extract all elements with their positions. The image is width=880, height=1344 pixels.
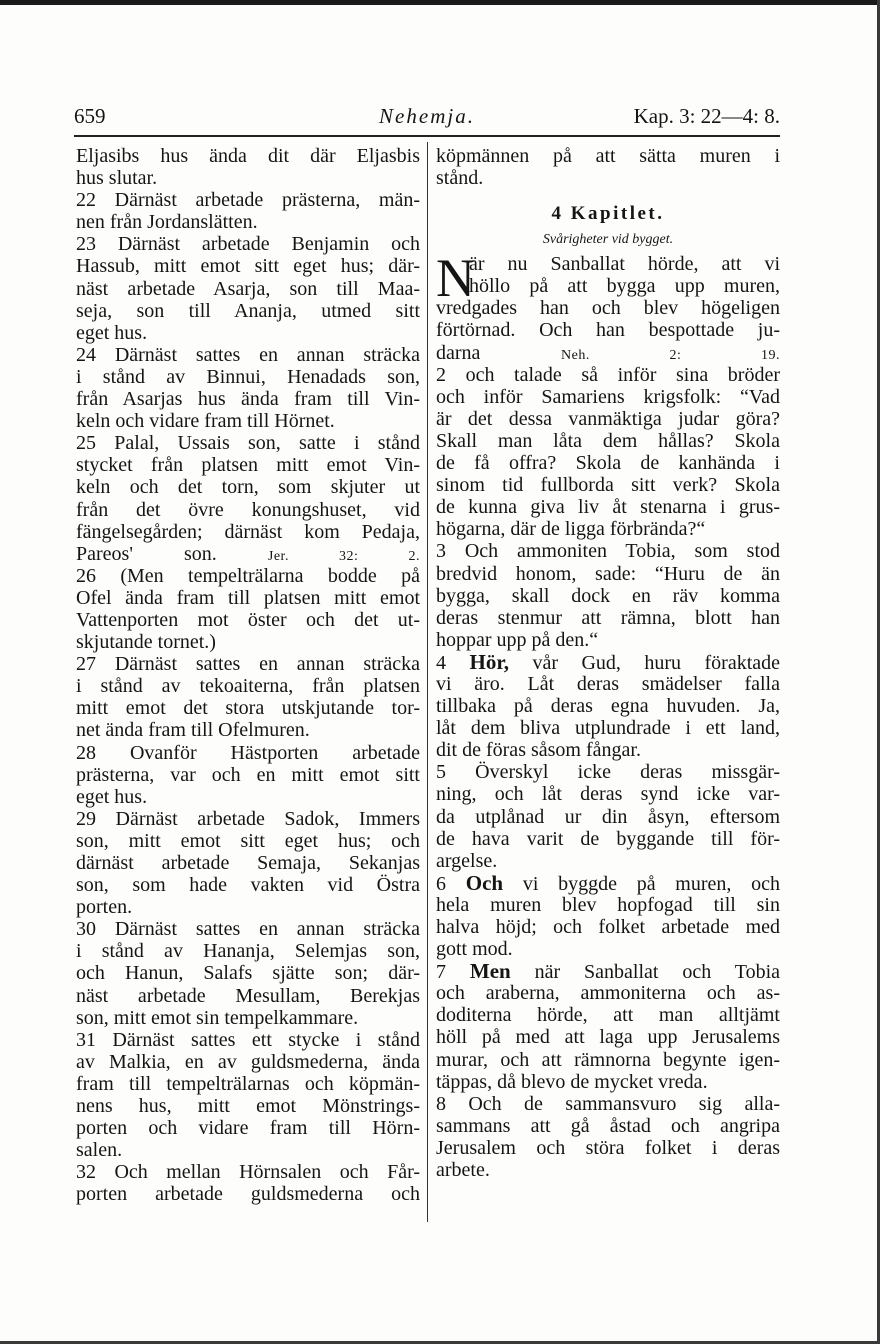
text-line: i stånd av Binnui, Henadads son, bbox=[76, 365, 420, 388]
text-line: Eljasibs hus ända dit där Eljasbis bbox=[76, 145, 420, 167]
verse-25: 25 Palal, Ussais son, satte i stånd bbox=[76, 432, 420, 455]
verse-3: 3 Och ammoniten Tobia, som stod bbox=[436, 540, 780, 563]
text-line: ning, och låt deras synd icke var- bbox=[436, 783, 780, 806]
text-line: Ofel ända fram till platsen mitt emot bbox=[76, 586, 420, 609]
text-line: Vattenporten mot öster och det ut- bbox=[76, 608, 420, 631]
text-line: deras stenmur att rämna, blott han bbox=[436, 606, 780, 629]
text-line: prästerna, var och en mitt emot sitt bbox=[76, 763, 420, 786]
verse-start-word: Men bbox=[469, 959, 511, 984]
verse-number: 7 bbox=[436, 961, 446, 984]
text-fragment: vår Gud, huru föraktade bbox=[532, 651, 781, 674]
book-title: Nehemja. bbox=[379, 104, 475, 128]
text-line: eget hus. bbox=[76, 321, 148, 344]
text-line: bygga, skall dock en räv komma bbox=[436, 584, 780, 607]
verse-number: 6 bbox=[436, 872, 446, 895]
text-line: från Asarjas hus ända fram till Vin- bbox=[76, 388, 420, 411]
verse-8: 8 Och de sammansvuro sig alla- bbox=[436, 1092, 780, 1115]
text-line: da utplånad ur din åsyn, eftersom bbox=[436, 805, 780, 828]
text-line: högarna, där de ligga förbrända?“ bbox=[436, 518, 706, 541]
text-line: låt dem bliva utplundrade i ett land, bbox=[436, 717, 780, 740]
chapter-summary: Svårigheter vid bygget. bbox=[542, 232, 674, 248]
text-line: Jerusalem och störa folket i deras bbox=[436, 1136, 780, 1159]
verse-24: 24 Därnäst sattes en annan sträcka bbox=[76, 343, 420, 366]
column-divider bbox=[427, 142, 428, 1222]
right-column bbox=[436, 145, 780, 1181]
text-line: därnäst arbetade Semaja, Sekanjas bbox=[76, 852, 420, 874]
page-header bbox=[74, 104, 780, 138]
page-number: 659 bbox=[74, 104, 106, 128]
verse-30: 30 Därnäst sattes en annan sträcka bbox=[76, 918, 420, 941]
text-line: son, som hade vakten vid Östra bbox=[76, 874, 420, 897]
verse-26: 26 (Men tempelträlarna bodde på bbox=[76, 564, 420, 587]
text-line: tillbaka på deras egna huvuden. Ja, bbox=[436, 695, 780, 718]
text-line: porten. bbox=[76, 896, 133, 919]
verse-2: 2 och talade så inför sina bröder bbox=[436, 363, 780, 386]
text-line: mitt emot det stora utskjutande tor- bbox=[76, 697, 420, 720]
text-line: täppas, då blevo de mycket vreda. bbox=[436, 1070, 708, 1093]
text-line: och araberna, ammoniterna och as- bbox=[436, 982, 780, 1005]
cross-reference: Neh. 2: 19. bbox=[561, 347, 781, 363]
verse-4 bbox=[436, 651, 780, 673]
text-line: i stånd av Hananja, Selemjas son, bbox=[76, 940, 420, 963]
text-line: sinom tid fullborda sitt verk? Skola bbox=[436, 474, 780, 497]
text-line: salen. bbox=[76, 1139, 123, 1162]
text-line: nen från Jordanslätten. bbox=[76, 211, 258, 234]
text-line: från det övre konungshuset, vid bbox=[76, 498, 420, 521]
text-line: keln och vidare fram till Hörnet. bbox=[76, 410, 335, 433]
text-line: hus slutar. bbox=[76, 167, 158, 190]
drop-cap: N bbox=[436, 248, 475, 309]
text-line: är nu Sanballat hörde, att vi bbox=[469, 253, 780, 276]
text-line: och inför Samariens krigsfolk: “Vad bbox=[436, 385, 780, 408]
text-line: Hassub, mitt emot sitt eget hus; där- bbox=[76, 255, 420, 278]
text-line-with-crossref bbox=[436, 342, 780, 364]
text-line: de få offra? Skola de kanhända i bbox=[436, 452, 780, 475]
verse-31: 31 Därnäst sattes ett stycke i stånd bbox=[76, 1028, 420, 1051]
cross-reference: Jer. 32: 2. bbox=[267, 548, 420, 564]
verse-28: 28 Ovanför Hästporten arbetade bbox=[76, 741, 420, 764]
text-line: son, mitt emot sitt eget hus; och bbox=[76, 829, 420, 852]
text-line: darna bbox=[436, 341, 481, 364]
verse-23: 23 Därnäst arbetade Benjamin och bbox=[76, 233, 420, 256]
text-line: nens hus, mitt emot Mönstrings- bbox=[76, 1095, 420, 1118]
text-line: skjutande tornet.) bbox=[76, 631, 216, 654]
text-line: dit de föras såsom fångar. bbox=[436, 739, 641, 762]
verse-32: 32 Och mellan Hörnsalen och Får- bbox=[76, 1161, 420, 1184]
chapter-heading: 4 Kapitlet. bbox=[551, 203, 665, 225]
text-line: gott mod. bbox=[436, 938, 513, 961]
text-line-with-crossref bbox=[76, 543, 420, 565]
text-line: doditerna hörde, att man alltjämt bbox=[436, 1004, 780, 1027]
text-line: näst arbetade Asarja, son till Maa- bbox=[76, 277, 420, 300]
text-line: porten och vidare fram till Hörn- bbox=[76, 1117, 420, 1140]
text-fragment: vi byggde på muren, och bbox=[522, 872, 781, 895]
text-line: stycket från platsen mitt emot Vin- bbox=[76, 454, 420, 477]
text-line: porten arbetade guldsmederna och bbox=[76, 1183, 420, 1206]
chapter-range: Kap. 3: 22—4: 8. bbox=[633, 104, 780, 128]
verse-22: 22 Därnäst arbetade prästerna, män- bbox=[76, 189, 420, 212]
text-line: keln och det torn, som skjuter ut bbox=[76, 476, 420, 499]
verse-29: 29 Därnäst arbetade Sadok, Immers bbox=[76, 807, 420, 830]
text-line: eget hus. bbox=[76, 785, 148, 808]
text-line: arbete. bbox=[436, 1159, 490, 1182]
verse-number: 4 bbox=[436, 651, 446, 674]
verse-27: 27 Därnäst sattes en annan sträcka bbox=[76, 653, 420, 676]
verse-start-word: Hör, bbox=[469, 649, 509, 674]
text-line: seja, son till Ananja, utmed sitt bbox=[76, 299, 420, 322]
text-line: av Malkia, en av guldsmederna, ända bbox=[76, 1050, 420, 1073]
text-line: förtörnad. Och han bespottade ju- bbox=[436, 319, 780, 342]
text-line: murar, och att rämnorna begynte igen- bbox=[436, 1048, 780, 1071]
text-line: de kunna giva liv åt stenarna i grus- bbox=[436, 496, 780, 519]
verse-5: 5 Överskyl icke deras missgär- bbox=[436, 761, 780, 784]
verse-7 bbox=[436, 960, 780, 982]
text-line: Pareos' son. bbox=[76, 542, 217, 565]
text-line: vi äro. Låt deras smädelser falla bbox=[436, 672, 780, 695]
verse-6 bbox=[436, 872, 780, 894]
text-line: höllo på att bygga upp muren, bbox=[469, 275, 780, 298]
text-line: net ända fram till Ofelmuren. bbox=[76, 719, 310, 742]
verse-start-word: Och bbox=[465, 870, 504, 895]
text-line: argelse. bbox=[436, 849, 498, 872]
header-rule bbox=[74, 135, 780, 137]
text-line: de hava varit de byggande till för- bbox=[436, 827, 780, 850]
text-line: näst arbetade Mesullam, Berekjas bbox=[76, 984, 420, 1007]
text-line: bredvid honom, sade: “Huru de än bbox=[436, 562, 780, 585]
text-line: halva höjd; och folket arbetade med bbox=[436, 916, 780, 938]
text-line: är det dessa vanmäktiga judar göra? bbox=[436, 407, 780, 430]
text-line: i stånd av tekoaiterna, från platsen bbox=[76, 675, 420, 698]
text-line: höll på med att laga upp Jerusalems bbox=[436, 1026, 780, 1049]
text-line: stånd. bbox=[436, 167, 484, 190]
text-line: son, mitt emot sin tempelkammare. bbox=[76, 1006, 359, 1029]
text-line: vredgades han och blev högeligen bbox=[436, 297, 780, 320]
text-line: sammans att gå åstad och angripa bbox=[436, 1114, 780, 1137]
scan-edge-top bbox=[0, 0, 880, 5]
text-line: hela muren blev hopfogad till sin bbox=[436, 893, 780, 916]
text-line: och Hanun, Salafs sjätte son; där- bbox=[76, 962, 420, 985]
text-line: fram till tempelträlarnas och köpmän- bbox=[76, 1072, 420, 1095]
text-line: köpmännen på att sätta muren i bbox=[436, 145, 780, 167]
left-column bbox=[76, 145, 420, 1206]
text-line: hoppar upp på den.“ bbox=[436, 628, 599, 651]
text-line: fängelsegården; därnäst kom Pedaja, bbox=[76, 520, 420, 543]
text-line: Skall man låta dem hållas? Skola bbox=[436, 429, 780, 452]
text-fragment: när Sanballat och Tobia bbox=[534, 961, 781, 984]
